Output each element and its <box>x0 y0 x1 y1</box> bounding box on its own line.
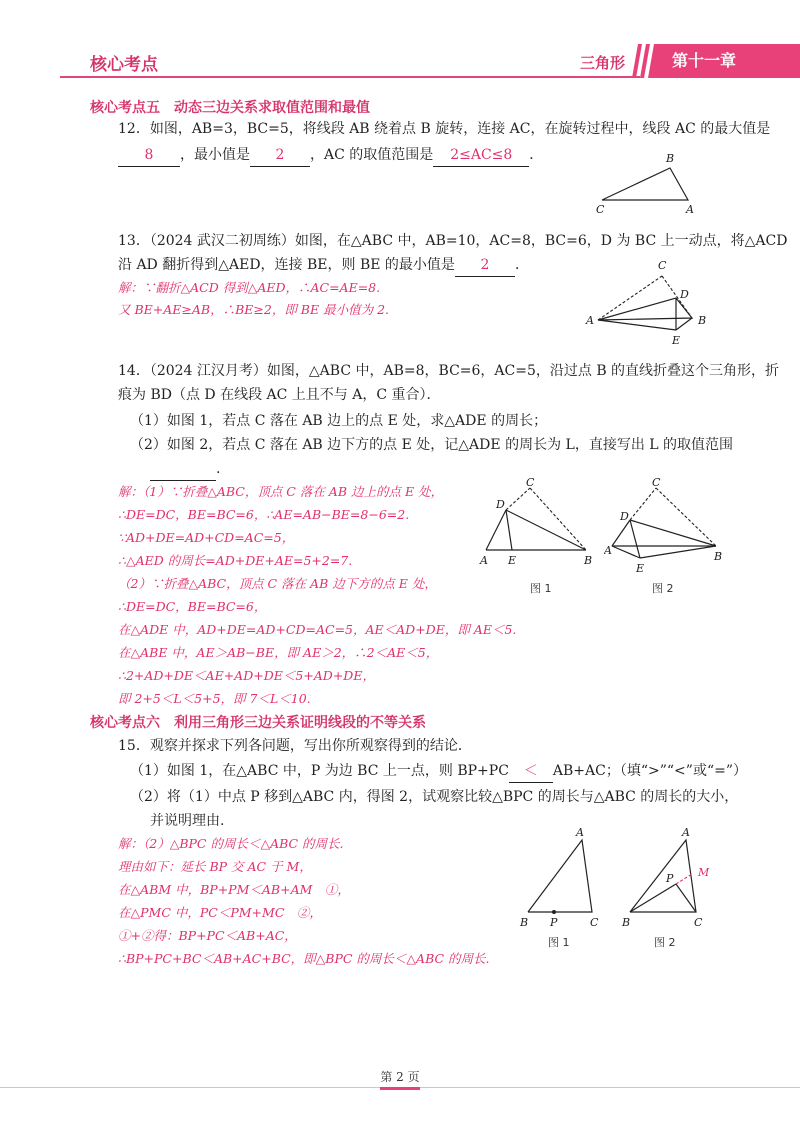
q15-solution-line4: 在△PMC 中，PC＜PM+MC ②， <box>118 905 322 920</box>
q14-solution-line4: ∴△AED 的周长=AD+DE+AE=5+2=7. <box>118 553 353 568</box>
q14-solution-line7: 在△ADE 中，AD+DE=AD+CD=AC=5，AE＜AD+DE，即 AE＜5. <box>118 622 517 637</box>
q14-line2: 痕为 BD（点 D 在线段 AC 上且不与 A，C 重合）． <box>118 387 441 403</box>
q13-label-c: C <box>658 259 667 272</box>
q12-answer-min: 2 <box>250 144 310 167</box>
q14-fig2-label-b: B <box>714 550 723 563</box>
q15-solution-line1: 解：（2）△BPC 的周长＜△ABC 的周长. <box>118 836 344 851</box>
q12-text-end: ． <box>529 147 544 163</box>
q14-solution-line9: ∴2+AD+DE＜AE+AD+DE＜5+AD+DE， <box>118 668 375 683</box>
footer-accent-bar <box>380 1087 420 1090</box>
q12-label-b: B <box>666 152 675 165</box>
q15-line1: 15．观察并探求下列各问题，写出你所观察得到的结论． <box>118 738 472 754</box>
q15-fig2-caption: 图 2 <box>654 936 676 949</box>
q14-figure1 <box>478 478 598 578</box>
q14-solution-line5: （2）∵折叠△ABC，顶点 C 落在 AB 边下方的点 E 处， <box>118 576 437 591</box>
q14-part2: （2）如图 2，若点 C 落在 AB 边下方的点 E 处，记△ADE 的周长为 L，直接写出 L 的取值范围 <box>130 437 734 453</box>
q12-figure <box>590 150 710 220</box>
header-stripes-decoration <box>632 44 654 78</box>
header-chapter-tab: 第十一章 <box>654 44 800 78</box>
q14-part2-blank-line <box>150 458 220 481</box>
q12-answer-range: 2≤AC≤8 <box>433 144 529 167</box>
q14-line1: 14．（2024 江汉月考）如图，△ABC 中，AB=8，BC=6，AC=5，沿过点 B 的直线折叠这个三角形，折 <box>118 363 780 379</box>
q13-text-end: ． <box>514 257 529 273</box>
page-number: 第 2 页 <box>380 1070 420 1084</box>
q14-fig1-label-d: D <box>496 498 505 511</box>
q13-answer: 2 <box>455 254 515 277</box>
q15-part1-text-a: （1）如图 1，在△ABC 中，P 为边 BC 上一点，则 BP+PC <box>130 763 509 779</box>
q14-fig2-label-a: A <box>604 544 612 557</box>
q14-solution-line1: 解：（1）∵折叠△ABC，顶点 C 落在 AB 边上的点 E 处， <box>118 484 444 499</box>
q14-part2-end: . <box>216 461 221 477</box>
q13-line2-text: 沿 AD 翻折得到△AED，连接 BE，则 BE 的最小值是 <box>118 257 455 273</box>
q12-text-mid1: ，最小值是 <box>180 147 250 163</box>
q14-figure2 <box>604 478 724 578</box>
q15-fig1-caption: 图 1 <box>548 936 570 949</box>
q13-line2 <box>118 254 529 277</box>
q14-fig2-label-d: D <box>620 510 629 523</box>
q15-fig2-label-a: A <box>682 826 690 839</box>
q14-fig1-label-e: E <box>508 554 517 567</box>
q12-text-mid2: ，AC 的取值范围是 <box>310 147 434 163</box>
q15-fig2-label-b: B <box>622 916 631 929</box>
q15-part1-text-b: AB+AC；（填“>”“<”或“=”） <box>552 763 747 779</box>
q15-fig1-label-c: C <box>590 916 599 929</box>
q15-figure1 <box>514 826 614 930</box>
q14-fig2-caption: 图 2 <box>652 582 674 595</box>
q15-solution-line5: ①+②得：BP+PC＜AB+AC， <box>118 928 297 943</box>
header-left-title: 核心考点 <box>90 55 158 75</box>
q15-part1 <box>130 760 747 783</box>
q15-fig1-label-p: P <box>550 916 558 929</box>
q14-fig2-label-e: E <box>636 562 645 575</box>
q15-fig2-label-m: M <box>698 866 710 879</box>
q15-solution-line6: ∴BP+PC+BC＜AB+AC+BC，即△BPC 的周长＜△ABC 的周长. <box>118 951 490 966</box>
q13-solution-line2: 又 BE+AE≥AB，∴BE≥2，即 BE 最小值为 2. <box>118 302 389 317</box>
q13-label-b: B <box>698 314 707 327</box>
q15-solution-line2: 理由如下：延长 BP 交 AC 于 M， <box>118 859 312 874</box>
q14-fig2-label-c: C <box>652 478 661 489</box>
q13-solution-line1: 解：∵翻折△ACD 得到△AED，∴AC=AE=8. <box>118 280 381 295</box>
q13-label-d: D <box>680 288 689 301</box>
q14-solution-line10: 即 2+5＜L＜5+5，即 7＜L＜10. <box>118 691 311 706</box>
q14-solution-line2: ∴DE=DC，BE=BC=6，∴AE=AB−BE=8−6=2. <box>118 507 410 522</box>
q14-part1: （1）如图 1，若点 C 落在 AB 边上的点 E 处，求△ADE 的周长； <box>130 413 548 429</box>
q15-fig2-label-c: C <box>694 916 703 929</box>
header-rule <box>60 76 640 78</box>
q13-label-e: E <box>672 334 681 347</box>
q14-solution-line8: 在△ABE 中，AE＞AB−BE，即 AE＞2，∴2＜AE＜5， <box>118 645 439 660</box>
header-subject: 三角形 <box>580 54 626 72</box>
q15-fig1-label-a: A <box>576 826 584 839</box>
q13-line1: 13．（2024 武汉二初周练）如图，在△ABC 中，AB=10，AC=8，BC=6，D 为 BC 上一动点，将△ACD <box>118 233 788 249</box>
q12-label-c: C <box>596 203 605 216</box>
q15-fig1-label-b: B <box>520 916 529 929</box>
q14-fig1-label-c: C <box>526 478 535 489</box>
q14-fig1-label-a: A <box>480 554 488 567</box>
q15-fig2-label-p: P <box>666 872 674 885</box>
q12-line1: 12．如图，AB=3，BC=5，将线段 AB 绕着点 B 旋转，连接 AC，在旋转过程中，线段 AC 的最大值是 <box>118 121 771 137</box>
q13-figure <box>580 256 720 352</box>
q15-part1-answer: ＜ <box>509 760 553 783</box>
section-six-title: 核心考点六 利用三角形三边关系证明线段的不等关系 <box>90 715 426 731</box>
section-five-title: 核心考点五 动态三边关系求取值范围和最值 <box>90 100 370 116</box>
q13-label-a: A <box>586 314 594 327</box>
q14-fig1-caption: 图 1 <box>530 582 552 595</box>
q12-answer-max: 8 <box>118 144 180 167</box>
q15-part2-line1: （2）将（1）中点 P 移到△ABC 内，得图 2，试观察比较△BPC 的周长与△ABC 的周长的大小， <box>130 789 739 805</box>
q12-label-a: A <box>686 203 694 216</box>
q12-line2 <box>118 144 543 167</box>
q14-solution-line6: ∴DE=DC，BE=BC=6， <box>118 599 267 614</box>
q15-solution-line3: 在△ABM 中，BP+PM＜AB+AM ①， <box>118 882 350 897</box>
q15-figure2 <box>620 826 724 930</box>
q15-part2-line2: 并说明理由. <box>150 813 225 829</box>
q14-solution-line3: ∵AD+DE=AD+CD=AC=5， <box>118 530 295 545</box>
q14-fig1-label-b: B <box>584 554 593 567</box>
